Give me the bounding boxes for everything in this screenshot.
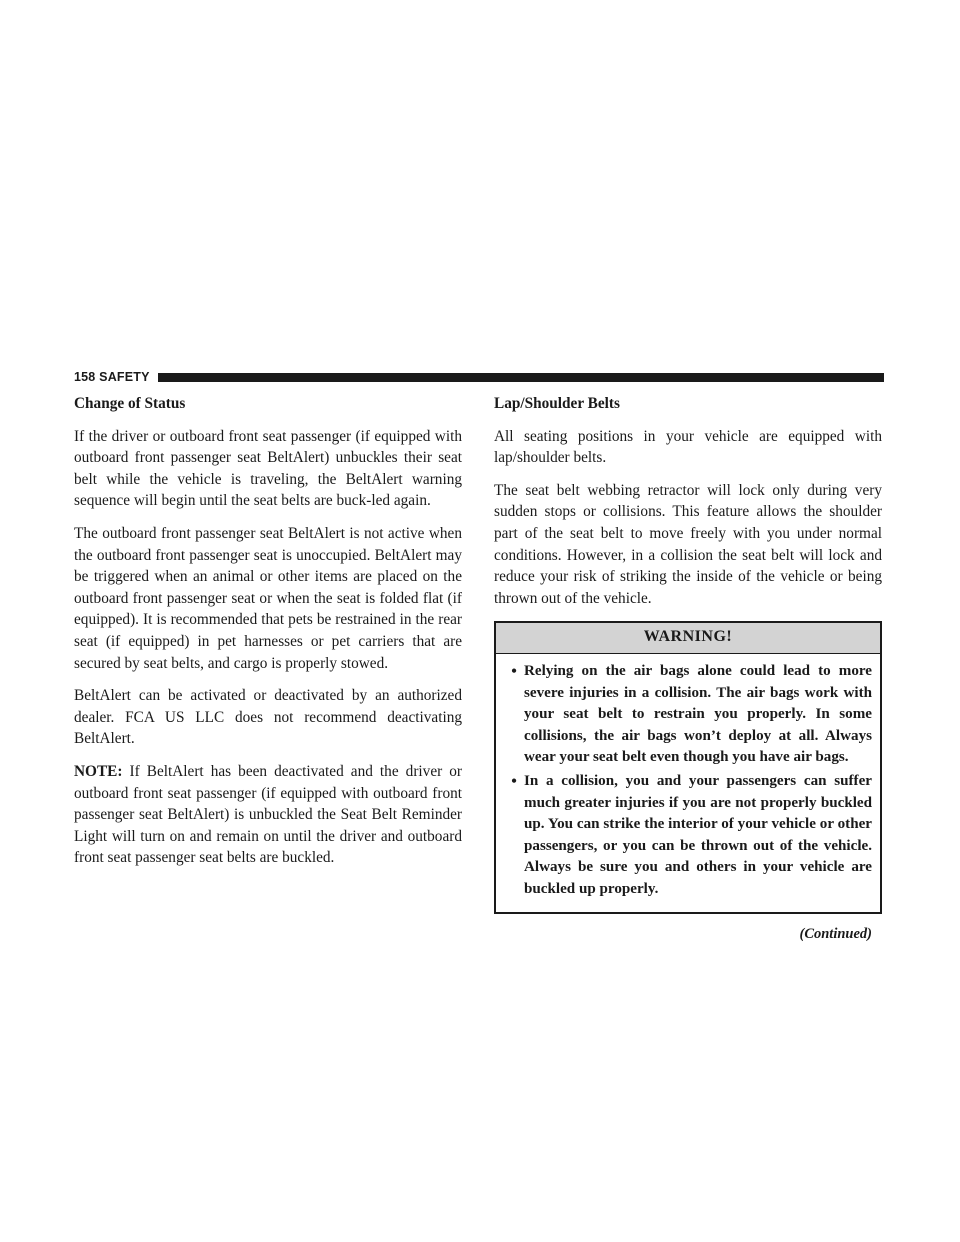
section-title: SAFETY — [99, 370, 150, 384]
left-column — [74, 393, 462, 880]
note-text: If BeltAlert has been deactivated and the driver or outboard front seat passenger (if equipped with outboard front passenger seat BeltAlert) is unbuckled the Seat Belt Reminder Light will turn on and remain on until the driver and outboard front seat passenger seat belts are buckled. — [74, 762, 462, 867]
paragraph: If the driver or outboard front seat passenger (if equipped with outboard front passenger seat BeltAlert) unbuckles their seat belt while the vehicle is traveling, the BeltAlert warning sequence will begin until the seat belts are buck-led again. — [74, 427, 462, 510]
warning-title: WARNING! — [496, 623, 880, 654]
warning-box — [494, 621, 882, 914]
lap-shoulder-belts-heading: Lap/Shoulder Belts — [494, 395, 620, 412]
continued-label: (Continued) — [799, 926, 872, 943]
bullet-icon: • — [511, 662, 517, 680]
note-label: NOTE: — [74, 762, 123, 780]
warning-item-text: In a collision, you and your passengers can suffer much greater injuries if you are not properly buckled up. You can strike the interior of your vehicle or other passengers, or you can be thrown out of the vehicle. Always be sure you and others in your vehicle are buckled up properly. — [524, 772, 872, 897]
right-column — [494, 393, 882, 946]
warning-item — [504, 771, 872, 901]
paragraph: All seating positions in your vehicle are equipped with lap/shoulder belts. — [494, 427, 882, 467]
header-rule — [158, 373, 884, 382]
bullet-icon: • — [511, 772, 517, 790]
warning-item — [504, 661, 872, 769]
change-of-status-heading: Change of Status — [74, 395, 186, 412]
page-number-section — [74, 370, 158, 384]
paragraph: The seat belt webbing retractor will lock only during very sudden stops or collisions. This feature allows the shoulder part of the seat belt to move freely with you under normal conditions. However, in a collision the seat belt will lock and reduce your risk of striking the inside of the vehicle or being thrown out of the vehicle. — [494, 481, 882, 607]
page-header — [74, 368, 884, 386]
note-paragraph — [74, 761, 462, 869]
paragraph: BeltAlert can be activated or deactivated by an authorized dealer. FCA US LLC does not recommend deactivating BeltAlert. — [74, 687, 462, 748]
paragraph: The outboard front passenger seat BeltAlert is not active when the outboard front passenger seat is unoccupied. BeltAlert may be triggered when an animal or other items are placed on the outboard front passenger seat or when the seat is folded flat (if equipped). It is recommended that pets be restrained in the rear seat (if equipped) in pet harnesses or pet carriers that are secured by seat belts, and cargo is properly stowed. — [74, 524, 462, 672]
warning-item-text: Relying on the air bags alone could lead to more severe injuries in a collision. The air bags work with your seat belt to restrain you properly. In some collisions, the air bags won’t deploy at all. Always wear your seat belt even though you have air bags. — [524, 662, 872, 766]
page-number: 158 — [74, 370, 96, 384]
warning-list — [496, 654, 880, 913]
